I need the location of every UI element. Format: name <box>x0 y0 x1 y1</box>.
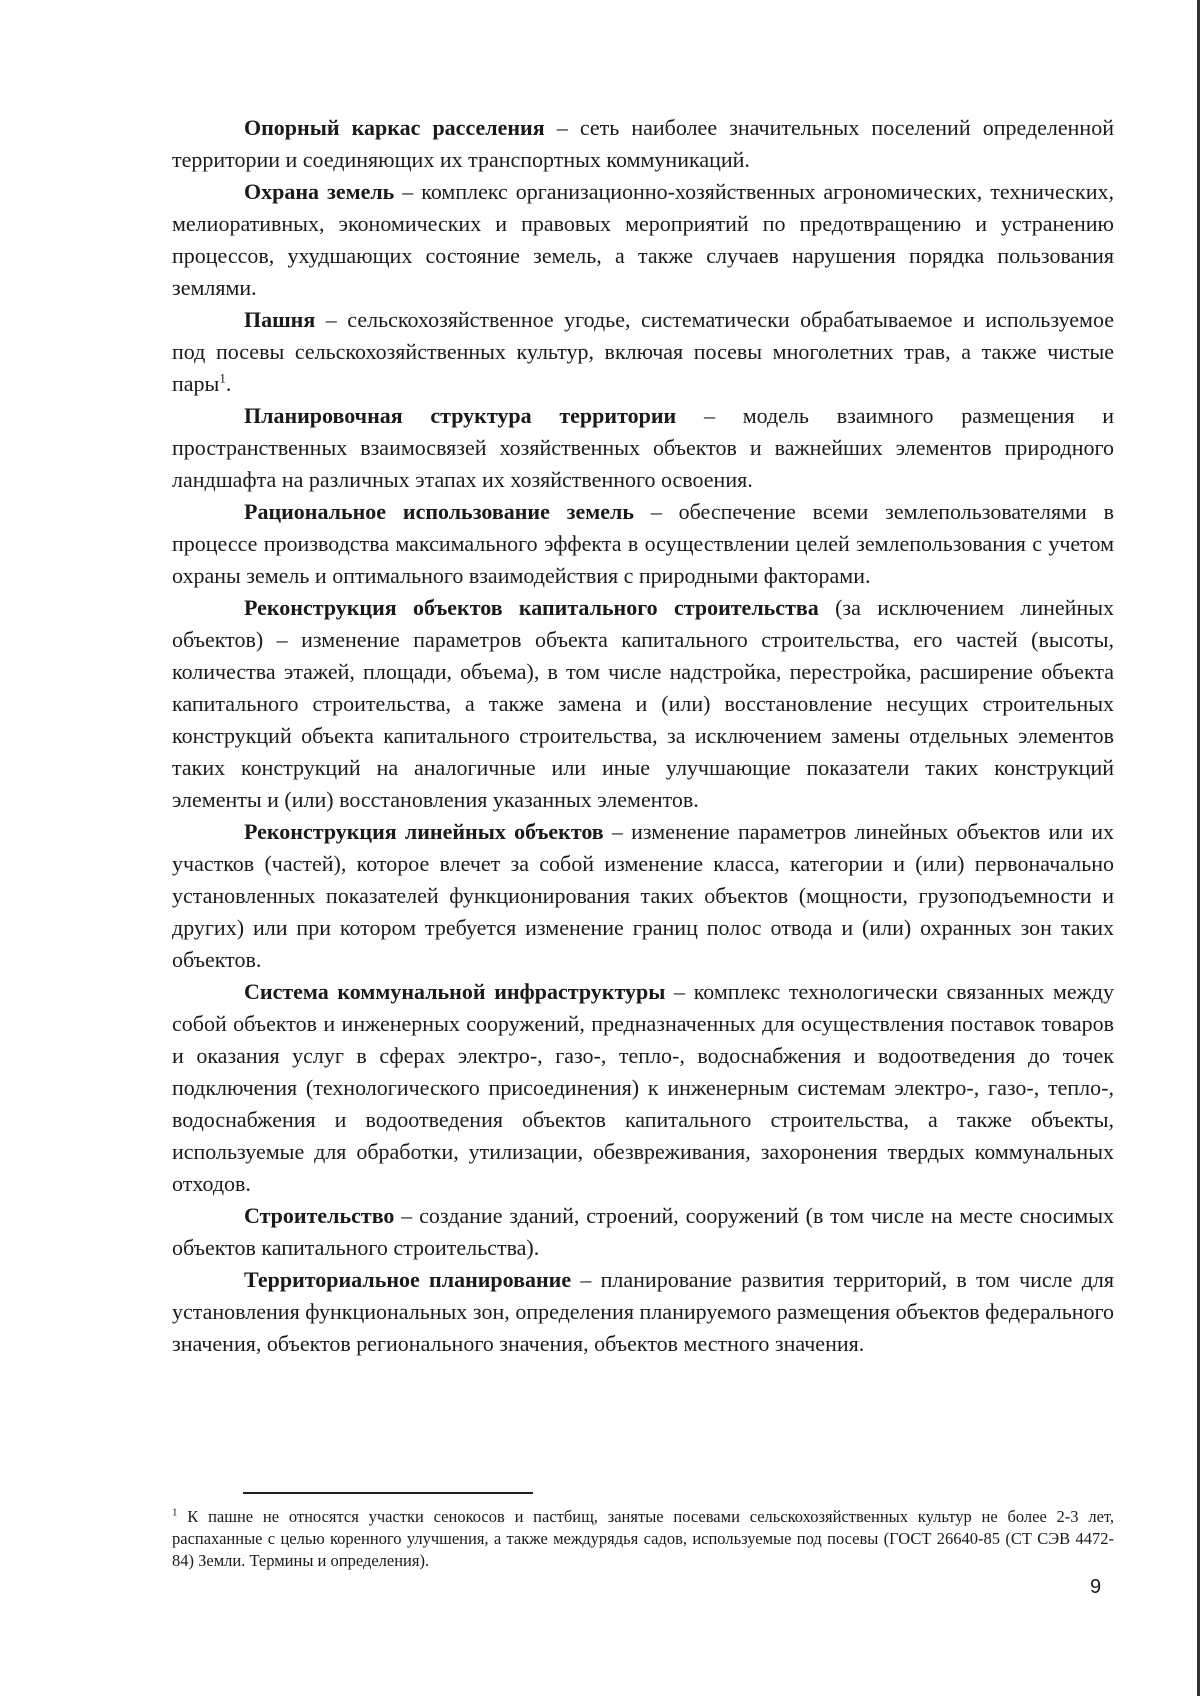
definition-text: – планирование развития территорий, в том числе для установления функциональных зон, определения планируемого размещения объектов федерального значения, объектов регионального значения, объектов местного значения. <box>172 1267 1114 1356</box>
definition-text: – комплекс организационно-хозяйственных агрономических, технических, мелиоративных, экономических и правовых мероприятий по предотвращению и устранению процессов, ухудшающих состояние земель, а также случаев нарушения порядка пользования землями. <box>172 179 1114 300</box>
definition-text: (за исключением линейных объектов) – изменение параметров объекта капитального строительства, его частей (высоты, количества этажей, площади, объема), в том числе надстройка, перестройка, расширение объекта капитального строительства, а также замена и (или) восстановление несущих строительных конструкций объекта капитального строительства, за исключением замены отдельных элементов таких конструкций на аналогичные или иные улучшающие показатели таких конструкций элементы и (или) восстановления указанных элементов. <box>172 595 1115 812</box>
footnote-separator <box>243 1492 533 1494</box>
definition-paragraph <box>172 112 1114 176</box>
definition-text-tail: . <box>225 371 232 396</box>
definition-text: – сеть наиболее значительных поселений определенной территории и соединяющих их транспортных коммуникаций. <box>172 115 1114 172</box>
definition-paragraph <box>172 496 1114 592</box>
definition-term: Территориальное планирование <box>244 1267 572 1292</box>
definition-text: – комплекс технологически связанных между собой объектов и инженерных сооружений, предназначенных для осуществления поставок товаров и оказания услуг в сферах электро-, газо-, тепло-, водоснабжения и водоотведения до точек подключения (технологического присоединения) к инженерным системам электро-, газо-, тепло-, водоснабжения и водоотведения объектов капитального строительства, а также объекты, используемые для обработки, утилизации, обезвреживания, захоронения твердых коммунальных отходов. <box>172 979 1114 1196</box>
definition-term: Реконструкция линейных объектов <box>244 819 604 844</box>
definition-paragraph <box>172 304 1114 400</box>
footnote <box>172 1506 1114 1572</box>
definition-term: Строительство <box>244 1203 395 1228</box>
definition-term: Рациональное использование земель <box>244 499 635 524</box>
definition-text: – создание зданий, строений, сооружений (в том числе на месте сносимых объектов капитального строительства). <box>172 1203 1114 1260</box>
page-number: 9 <box>1090 1576 1102 1598</box>
definition-text: – модель взаимного размещения и пространственных взаимосвязей хозяйственных объектов и важнейших элементов природного ландшафта на различных этапах их хозяйственного освоения. <box>172 403 1114 492</box>
definition-paragraph <box>172 176 1114 304</box>
footnote-reference[interactable]: 1 <box>219 370 226 386</box>
definition-term: Реконструкция объектов капитального строительства <box>244 595 819 620</box>
definitions-body <box>172 112 1114 1360</box>
definition-term: Пашня <box>244 307 316 332</box>
definition-paragraph <box>172 1200 1114 1264</box>
footnote-text: К пашне не относятся участки сенокосов и пастбищ, занятые посевами сельскохозяйственных культур не более 2-3 лет, распаханные с целью коренного улучшения, а также междурядья садов, используемые под посевы (ГОСТ 26640-85 (СТ СЭВ 4472-84) Земли. Термины и определения). <box>172 1507 1114 1570</box>
definition-paragraph <box>172 400 1114 496</box>
definition-text: – обеспечение всеми землепользователями в процессе производства максимального эффекта в осуществлении целей землепользования с учетом охраны земель и оптимального взаимодействия с природными факторами. <box>172 499 1114 588</box>
definition-text: – изменение параметров линейных объектов или их участков (частей), которое влечет за собой изменение класса, категории и (или) первоначально установленных показателей функционирования таких объектов (мощности, грузоподъемности и других) или при котором требуется изменение границ полос отвода и (или) охранных зон таких объектов. <box>172 819 1114 972</box>
footnote-mark: 1 <box>172 1506 178 1519</box>
definition-paragraph <box>172 592 1114 816</box>
definition-paragraph <box>172 816 1114 976</box>
definition-paragraph <box>172 976 1114 1200</box>
definition-term: Система коммунальной инфраструктуры <box>244 979 666 1004</box>
definition-term: Опорный каркас расселения <box>244 115 545 140</box>
definition-term: Планировочная структура территории <box>244 403 677 428</box>
definition-paragraph <box>172 1264 1114 1360</box>
definition-term: Охрана земель <box>244 179 395 204</box>
definition-text: – сельскохозяйственное угодье, систематически обрабатываемое и используемое под посевы сельскохозяйственных культур, включая посевы многолетних трав, а также чистые пары <box>172 307 1114 396</box>
